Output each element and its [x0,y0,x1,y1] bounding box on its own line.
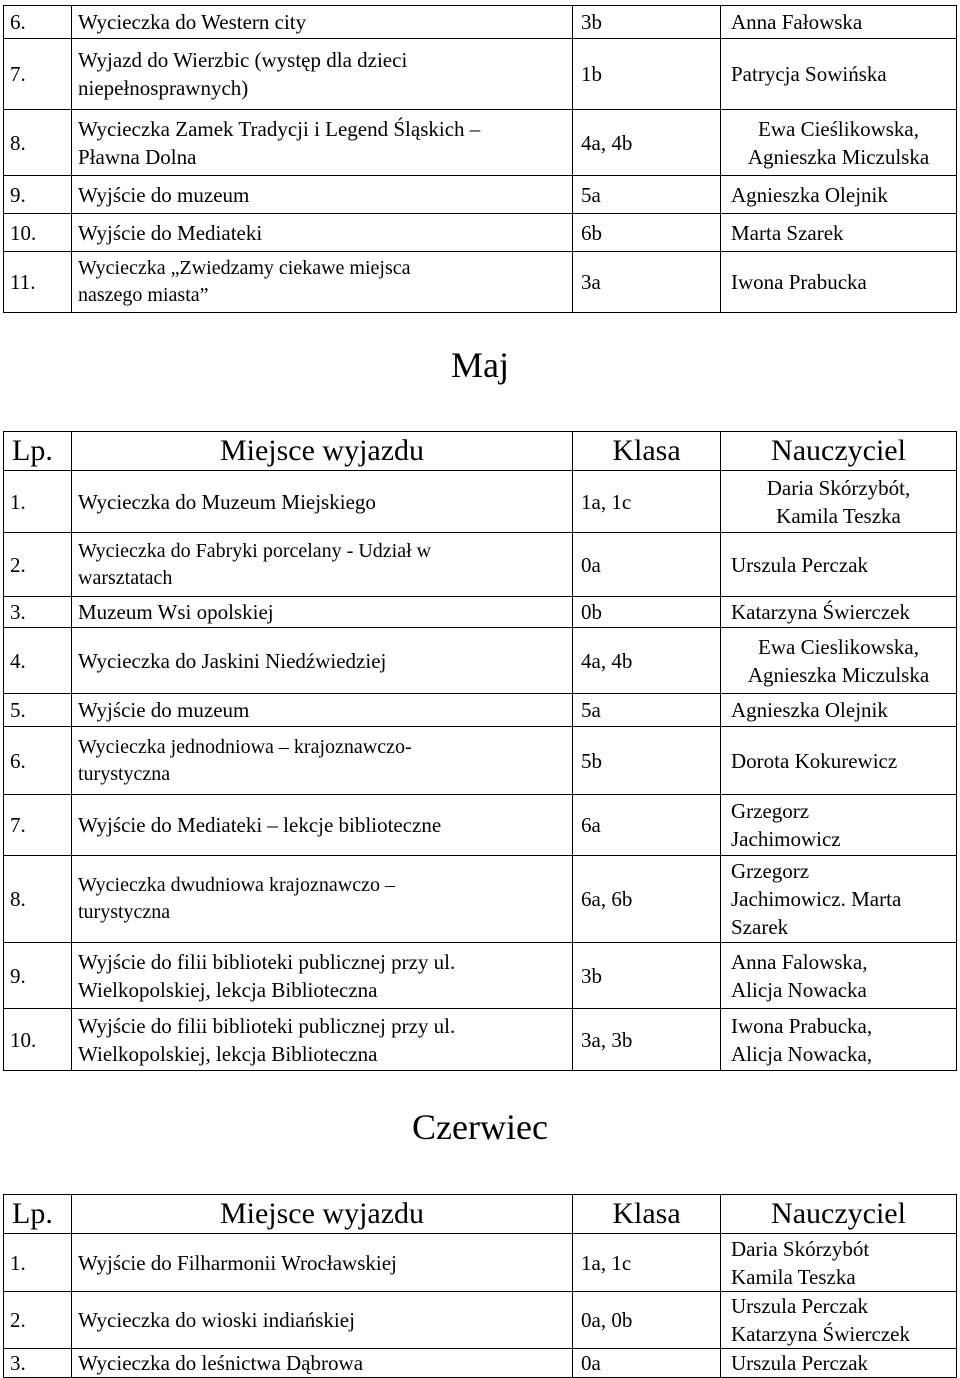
trip-class: 6a [573,795,721,856]
trip-class: 5b [573,727,721,795]
table-row [4,597,957,628]
table-row [4,856,957,943]
trip-class: 3a [573,252,721,313]
trip-teacher: Daria Skórzybót Kamila Teszka [721,1234,957,1292]
trip-destination: Wycieczka do wioski indiańskiej [72,1292,573,1349]
trip-teacher: Agnieszka Olejnik [721,694,957,727]
trip-destination: Wycieczka do leśnictwa Dąbrowa [72,1349,573,1378]
trip-class: 4a, 4b [573,628,721,694]
trip-destination: Wyjście do Mediateki – lekcje biblioteczne [72,795,573,856]
table-row [4,176,957,214]
table-row [4,1009,957,1071]
row-number: 6. [4,727,72,795]
trip-teacher: Iwona Prabucka [721,252,957,313]
table-row [4,1234,957,1292]
row-number: 5. [4,694,72,727]
column-header-teacher: Nauczyciel [721,432,957,471]
trip-class: 0b [573,597,721,628]
row-number: 9. [4,176,72,214]
trip-class: 1a, 1c [573,471,721,533]
trip-destination: Wycieczka „Zwiedzamy ciekawe miejsca naszego miasta” [72,252,573,313]
table-row [4,694,957,727]
column-header-class: Klasa [573,1195,721,1234]
trip-teacher: Marta Szarek [721,214,957,252]
trip-destination: Wyjście do filii biblioteki publicznej przy ul. Wielkopolskiej, lekcja Biblioteczna [72,1009,573,1071]
trip-destination: Muzeum Wsi opolskiej [72,597,573,628]
table-row [4,1349,957,1378]
trip-destination: Wycieczka dwudniowa krajoznawczo – turystyczna [72,856,573,943]
trip-destination: Wyjazd do Wierzbic (występ dla dzieci niepełnosprawnych) [72,39,573,110]
table-row [4,628,957,694]
table-row [4,39,957,110]
table-row [4,795,957,856]
row-number: 9. [4,943,72,1009]
table-row [4,110,957,176]
trip-teacher: Dorota Kokurewicz [721,727,957,795]
trip-teacher: Ewa Cieslikowska, Agnieszka Miczulska [721,628,957,694]
row-number: 2. [4,533,72,597]
trip-table-june [3,1194,957,1378]
row-number: 2. [4,1292,72,1349]
table-row [4,1292,957,1349]
row-number: 8. [4,110,72,176]
trip-table-continued [3,5,957,313]
trip-class: 6a, 6b [573,856,721,943]
trip-teacher: Urszula Perczak [721,533,957,597]
trip-destination: Wycieczka do Muzeum Miejskiego [72,471,573,533]
trip-class: 0a [573,533,721,597]
table-row [4,533,957,597]
trip-destination: Wycieczka do Fabryki porcelany - Udział w warsztatach [72,533,573,597]
table-row [4,471,957,533]
trip-teacher: Urszula Perczak Katarzyna Świerczek [721,1292,957,1349]
trip-destination: Wycieczka do Western city [72,6,573,39]
table-row [4,943,957,1009]
row-number: 1. [4,1234,72,1292]
trip-class: 3a, 3b [573,1009,721,1071]
row-number: 11. [4,252,72,313]
trip-class: 1a, 1c [573,1234,721,1292]
column-header-class: Klasa [573,432,721,471]
trip-destination: Wycieczka Zamek Tradycji i Legend Śląskich – Pławna Dolna [72,110,573,176]
trip-teacher: Urszula Perczak [721,1349,957,1378]
column-header-lp: Lp. [4,432,72,471]
trip-class: 3b [573,6,721,39]
table-header-row [4,1195,957,1234]
table-row [4,727,957,795]
trip-teacher: Grzegorz Jachimowicz. Marta Szarek [721,856,957,943]
trip-teacher: Daria Skórzybót, Kamila Teszka [721,471,957,533]
trip-destination: Wyjście do Mediateki [72,214,573,252]
trip-teacher: Anna Falowska, Alicja Nowacka [721,943,957,1009]
row-number: 4. [4,628,72,694]
row-number: 3. [4,597,72,628]
column-header-teacher: Nauczyciel [721,1195,957,1234]
trip-teacher: Agnieszka Olejnik [721,176,957,214]
row-number: 3. [4,1349,72,1378]
trip-teacher: Anna Fałowska [721,6,957,39]
row-number: 8. [4,856,72,943]
trip-class: 5a [573,176,721,214]
trip-destination: Wycieczka jednodniowa – krajoznawczo- turystyczna [72,727,573,795]
trip-class: 6b [573,214,721,252]
trip-teacher: Patrycja Sowińska [721,39,957,110]
row-number: 1. [4,471,72,533]
row-number: 10. [4,214,72,252]
trip-class: 4a, 4b [573,110,721,176]
column-header-place: Miejsce wyjazdu [72,1195,573,1234]
trip-destination: Wyjście do Filharmonii Wrocławskiej [72,1234,573,1292]
month-heading-june: Czerwiec [412,1107,548,1147]
trip-teacher: Iwona Prabucka, Alicja Nowacka, [721,1009,957,1071]
row-number: 10. [4,1009,72,1071]
trip-class: 1b [573,39,721,110]
trip-teacher: Ewa Cieślikowska, Agnieszka Miczulska [721,110,957,176]
row-number: 7. [4,795,72,856]
trip-destination: Wyjście do muzeum [72,694,573,727]
trip-class: 0a [573,1349,721,1378]
trip-table-may [3,431,957,1071]
row-number: 7. [4,39,72,110]
trip-class: 3b [573,943,721,1009]
table-row [4,214,957,252]
column-header-lp: Lp. [4,1195,72,1234]
trip-class: 5a [573,694,721,727]
month-heading-may: Maj [451,345,509,385]
table-row [4,6,957,39]
trip-destination: Wyjście do muzeum [72,176,573,214]
trip-destination: Wycieczka do Jaskini Niedźwiedziej [72,628,573,694]
trip-class: 0a, 0b [573,1292,721,1349]
table-row [4,252,957,313]
trip-teacher: Grzegorz Jachimowicz [721,795,957,856]
column-header-place: Miejsce wyjazdu [72,432,573,471]
table-header-row [4,432,957,471]
row-number: 6. [4,6,72,39]
trip-destination: Wyjście do filii biblioteki publicznej przy ul. Wielkopolskiej, lekcja Biblioteczna [72,943,573,1009]
trip-teacher: Katarzyna Świerczek [721,597,957,628]
